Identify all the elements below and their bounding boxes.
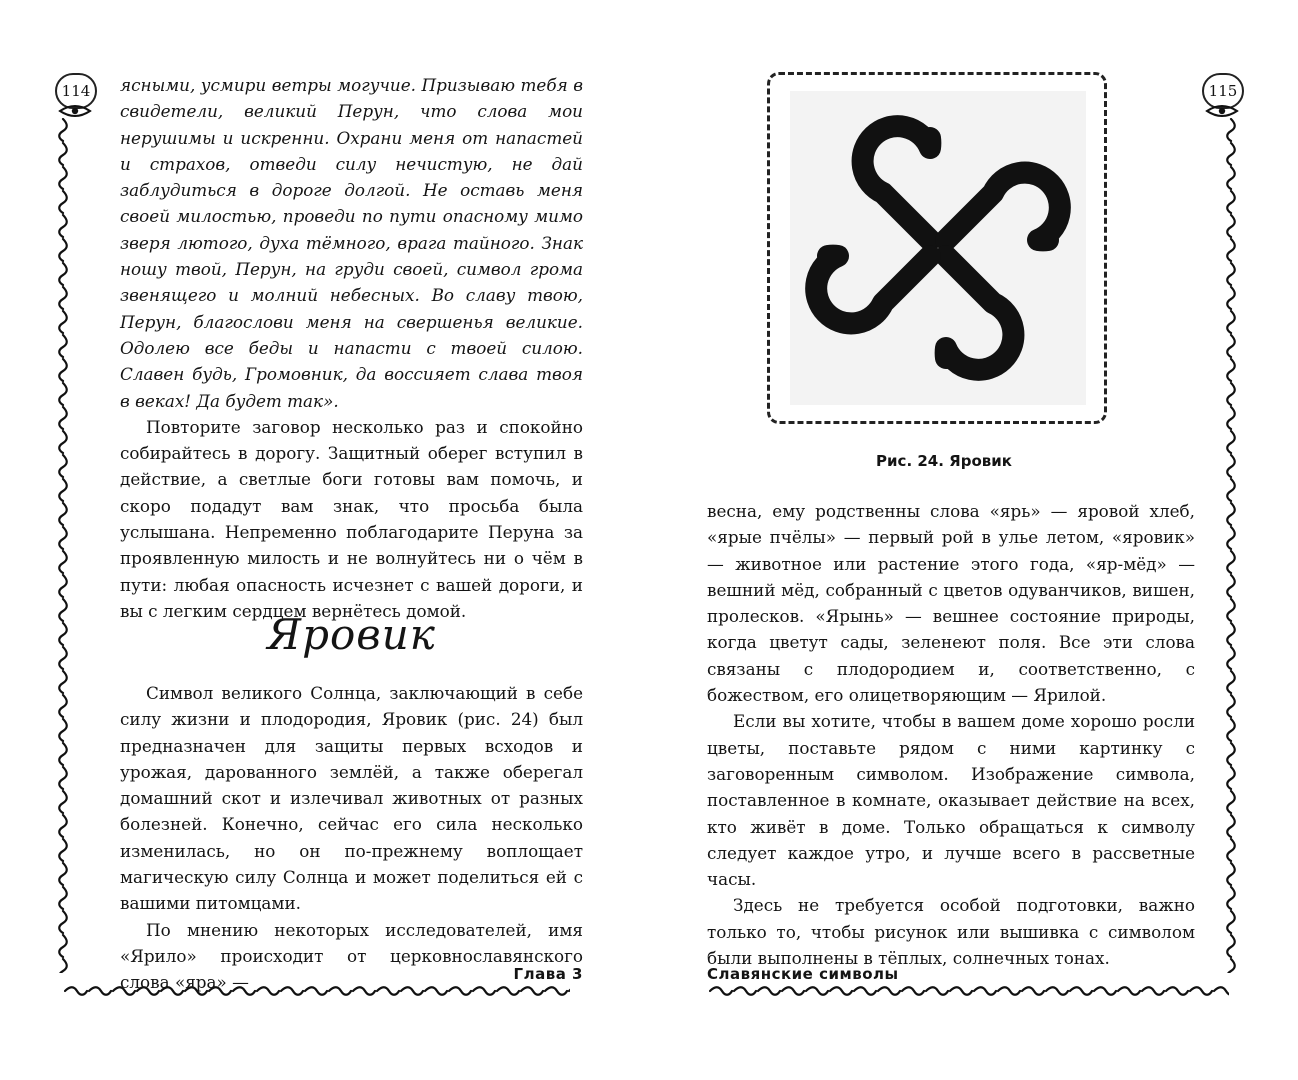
- right-page: [649, 0, 1298, 1080]
- eye-ornament-icon: [1205, 104, 1239, 118]
- figure-frame: [767, 72, 1107, 424]
- page-number: 114: [55, 73, 97, 109]
- paragraph: Здесь не требуется особой подготовки, важно только то, чтобы рисунок или вышивка с символом были выполнены в тёплых, солнечных тонах.: [707, 895, 1195, 969]
- section-heading: Яровик: [267, 610, 436, 659]
- paragraph: Если вы хотите, чтобы в вашем доме хорошо росли цветы, поставьте рядом с ними картинку с заговоренным символом. Изображение символа, поставленное в комнате, оказывает действие на всех, кто живёт в доме. Только обращаться к символу следует каждое утро, и лучше всего в рассветные часы.: [707, 711, 1195, 890]
- right-page-border-bottom: [709, 984, 1229, 998]
- paragraph: весна, ему родственны слова «ярь» — яровой хлеб, «ярые пчёлы» — первый рой в улье летом, «яровик» — животное или растение этого года, «яр-мёд» — вешний мёд, собранный с цветов одуванчиков, вишен, пролесков. «Ярынь» — вешнее состояние природы, когда цветут сады, зеленеют поля. Все эти слова связаны с плодородием и, соответственно, с божеством, его олицетворяющим — Ярилой.: [707, 501, 1195, 706]
- page-number: 115: [1202, 73, 1244, 109]
- book-footer: Славянские символы: [707, 965, 899, 983]
- right-text: [707, 498, 1195, 971]
- paragraph: По мнению некоторых исследователей, имя «Ярило» происходит от церковнославянского слова «яра» —: [120, 919, 583, 993]
- figure-caption: Рис. 24. Яровик: [876, 452, 1012, 470]
- left-top-text: [120, 72, 583, 624]
- paragraph: ясными, усмири ветры могучие. Призываю тебя в свидетели, великий Перун, что слова мои нерушимы и искренни. Охрани меня от напастей и страхов, отведи силу нечистую, не дай заблудиться в дороге долгой. Не оставь меня своей милостью, проведи по пути опасному мимо зверя лютого, духа тёмного, врага тайного. Знак ношу твой, Перун, на груди своей, символ грома звенящего и молний небесных. Во славу твою, Перун, благослови меня на свершенья великие. Одолею все беды и напасти с твоей силою. Славен будь, Громовник, да воссияет слава твоя в веках! Да будет так».: [120, 75, 583, 411]
- chapter-footer: Глава 3: [513, 965, 583, 983]
- left-bottom-text: [120, 680, 583, 996]
- right-page-border-vertical: [1224, 118, 1238, 973]
- paragraph: Повторите заговор несколько раз и спокойно собирайтесь в дорогу. Защитный оберег вступил в действие, а светлые боги готовы вам помочь, и скоро подадут вам знак, что просьба была услышана. Непременно поблагодарите Перуна за проявленную милость и не волнуйтесь ни о чём в пути: любая опасность исчезнет с вашей дороги, и вы с легким сердцем вернётесь домой.: [120, 416, 583, 621]
- yarovik-symbol-icon: [790, 91, 1086, 405]
- left-page-border-vertical: [56, 118, 70, 973]
- paragraph: Символ великого Солнца, заключающий в себе силу жизни и плодородия, Яровик (рис. 24) был предназначен для защиты первых всходов и урожая, дарованного землёй, а также оберегал домашний скот и излечивал животных от разных болезней. Конечно, сейчас его сила несколько изменилась, но он по-прежнему воплощает магическую силу Солнца и может поделиться ей с вашими питомцами.: [120, 683, 583, 914]
- eye-ornament-icon: [58, 104, 92, 118]
- figure-background: [790, 91, 1086, 405]
